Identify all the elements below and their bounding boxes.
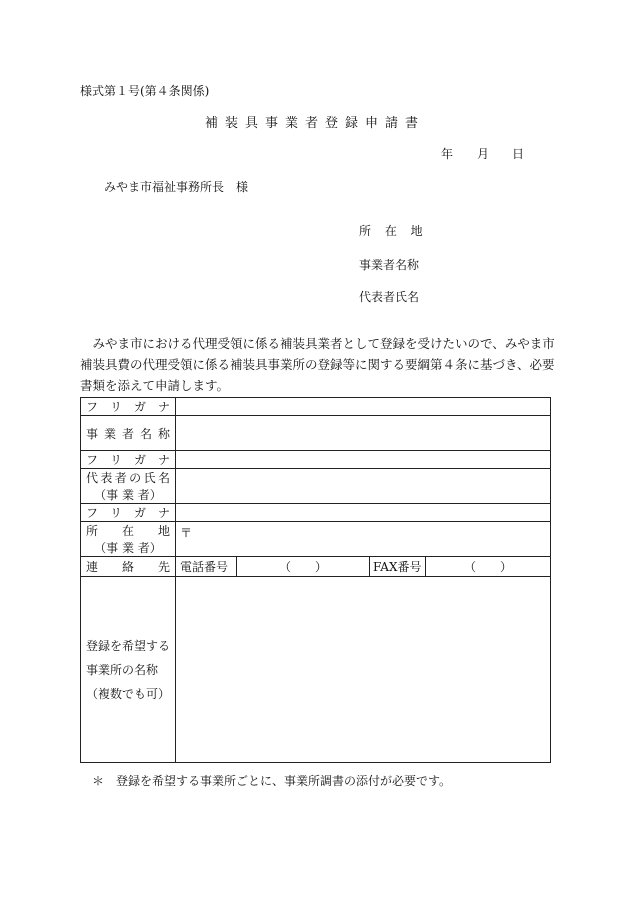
address-label (81, 522, 176, 557)
attachment-note: ＊ 登録を希望する事業所ごとに、事業所調書の添付が必要です。 (92, 774, 452, 788)
application-form-table (80, 397, 551, 763)
business-name-text: 事 業 者 名 称 (86, 426, 170, 441)
tel-field[interactable] (237, 557, 370, 576)
address-field[interactable] (176, 522, 551, 557)
office-line-1: 登録を希望する (86, 638, 171, 653)
furigana-address-field[interactable] (176, 504, 551, 522)
rep-name-label (81, 469, 176, 504)
tel-label: 電話番号 (176, 557, 237, 576)
postal-mark: 〒 (180, 526, 193, 540)
document-title: 補装具事業者登録申請書 (204, 116, 425, 131)
business-name-field[interactable] (176, 416, 551, 451)
form-number: 様式第１号(第４条関係) (80, 84, 210, 98)
contact-text: 連 絡 先 (86, 560, 170, 574)
furigana-label-2: フ リ ガ ナ (81, 451, 176, 469)
applicant-rep-label: 代表者氏名 (359, 290, 420, 304)
furigana-label (81, 398, 176, 416)
fax-field[interactable] (426, 557, 550, 576)
office-line-2: 事業所の名称 (86, 662, 159, 677)
business-name-label (81, 416, 176, 451)
rep-name-text: 代 表 者 の 氏 名 (86, 471, 170, 485)
date-year-label: 年 (441, 147, 454, 161)
furigana-label-3: フ リ ガ ナ (81, 504, 176, 522)
date-day-label: 日 (512, 147, 525, 161)
office-name-field[interactable] (176, 577, 551, 763)
fax-label: FAX番号 (370, 557, 426, 576)
application-statement: みやま市における代理受領に係る補装具業者として登録を受けたいので、みやま市補装具費の代理受領に係る補装具事業所の登録等に関する要綱第４条に基づき、必要書類を添えて申請します。 (80, 336, 555, 393)
fax-paren: （ ） (463, 560, 512, 574)
furigana-business-field[interactable] (176, 398, 551, 416)
address-text: 所 在 地 (86, 524, 170, 538)
contact-label (81, 557, 176, 577)
applicant-name-label: 事業者名称 (359, 258, 420, 272)
tel-paren: （ ） (278, 560, 327, 574)
office-line-3: （複数でも可） (86, 686, 171, 701)
address-sub: （事 業 者） (94, 541, 162, 555)
applicant-address-label: 所 在 地 (359, 224, 428, 238)
rep-name-field[interactable] (176, 469, 551, 504)
contact-field (176, 557, 551, 577)
furigana-rep-field[interactable] (176, 451, 551, 469)
office-name-label (81, 577, 176, 763)
addressee: みやま市福祉事務所長 様 (104, 180, 249, 194)
date-month-label: 月 (477, 147, 490, 161)
rep-name-sub: （事 業 者） (94, 488, 162, 502)
furigana-1: フ リ ガ ナ (86, 400, 170, 414)
